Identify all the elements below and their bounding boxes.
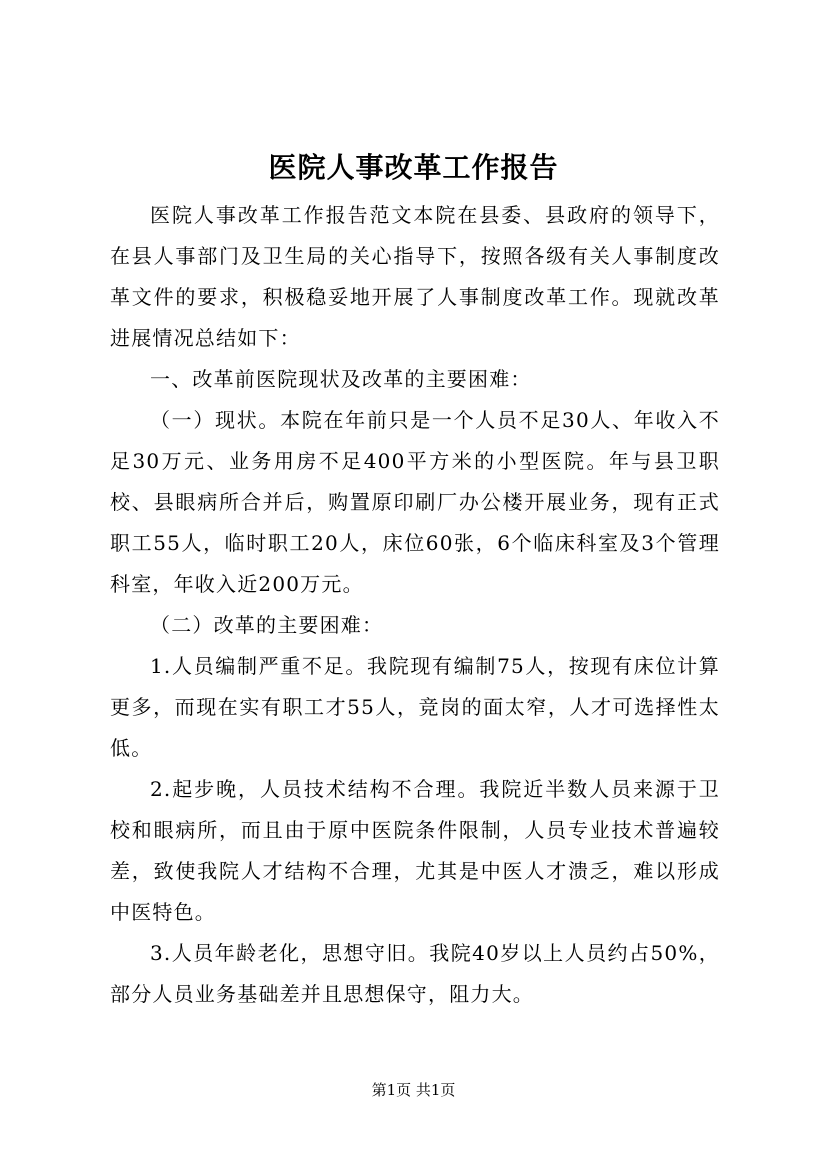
page-footer: 第1页 共1页 <box>371 1081 456 1099</box>
document-body <box>110 195 720 1015</box>
paragraph-status: （一）现状。本院在年前只是一个人员不足30人、年收入不足30万元、业务用房不足400平方米的小型医院。年与县卫职校、县眼病所合并后，购置原印刷厂办公楼开展业务，现有正式职工55人，临时职工20人，床位60张，6个临床科室及3个管理科室，年收入近200万元。 <box>110 408 720 596</box>
paragraph-difficulty-2: 2.起步晚，人员技术结构不合理。我院近半数人员来源于卫校和眼病所，而且由于原中医院条件限制，人员专业技术普遍较差，致使我院人才结构不合理，尤其是中医人才溃乏，难以形成中医特色。 <box>110 777 720 924</box>
paragraph-intro: 医院人事改革工作报告范文本院在县委、县政府的领导下，在县人事部门及卫生局的关心指导下，按照各级有关人事制度改革文件的要求，积极稳妥地开展了人事制度改革工作。现就改革进展情况总结如下： <box>110 203 720 350</box>
subsection-heading-difficulties: （二）改革的主要困难： <box>150 613 384 637</box>
paragraph-difficulty-3: 3.人员年龄老化，思想守旧。我院40岁以上人员约占50%，部分人员业务基础差并且思想保守，阻力大。 <box>110 941 720 1006</box>
section-heading-1: 一、改革前医院现状及改革的主要困难： <box>150 367 532 391</box>
paragraph-difficulty-1: 1.人员编制严重不足。我院现有编制75人，按现有床位计算更多，而现在实有职工才55人，竞岗的面太窄，人才可选择性太低。 <box>110 654 720 760</box>
document-title: 医院人事改革工作报告 <box>268 151 559 184</box>
